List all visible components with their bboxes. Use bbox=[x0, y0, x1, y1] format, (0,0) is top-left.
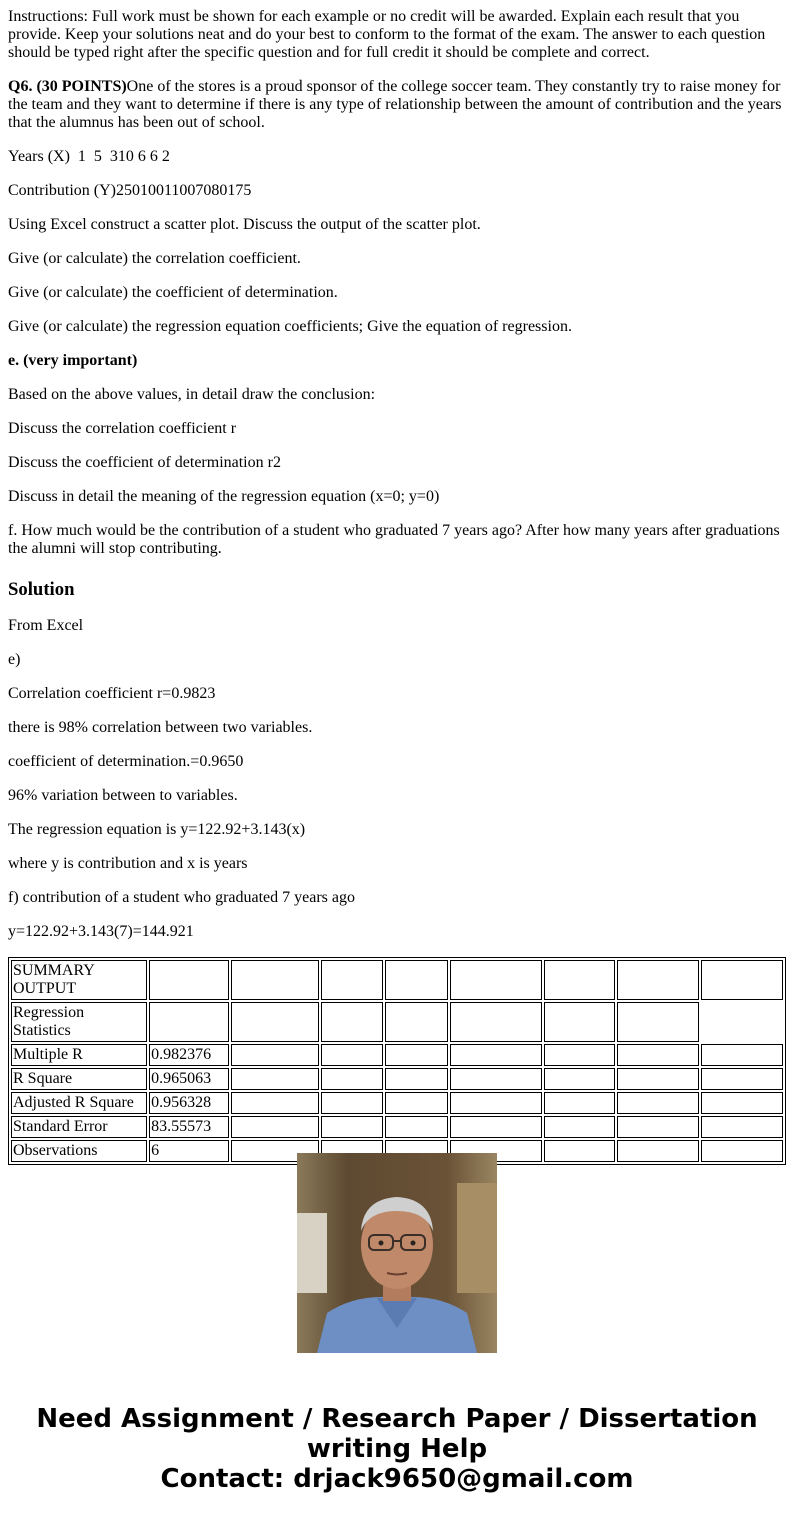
solution-line: f) contribution of a student who graduated 7 years ago bbox=[8, 889, 356, 906]
part-a-text: Using Excel construct a scatter plot. Discuss the output of the scatter plot. bbox=[8, 216, 481, 233]
instructions-text: Instructions: Full work must be shown for each example or no credit will be awarded. Explain each result that you provide. Keep your solutions neat and do your best to conform to the format of the exam. The answer to each question should be typed right after the specific question and for full credit it should be complete and correct. bbox=[8, 8, 766, 61]
part-e-label-bold: e. (very important) bbox=[8, 352, 138, 369]
empty-cell bbox=[617, 1092, 699, 1114]
solution-line: there is 98% correlation between two variables. bbox=[8, 719, 313, 736]
footer-line-1: Need Assignment / Research Paper / Dissertation bbox=[36, 1404, 758, 1434]
question-label: Q6. (30 POINTS) bbox=[8, 78, 127, 95]
part-f-text: f. How much would be the contribution of a student who graduated 7 years ago? After how many years after graduations the alumni will stop contributing. bbox=[8, 522, 780, 557]
empty-cell bbox=[231, 1044, 319, 1066]
tutor-photo-image bbox=[297, 1153, 497, 1353]
empty-cell bbox=[321, 1092, 383, 1114]
footer-line-2: writing Help bbox=[306, 1434, 488, 1464]
summary-output-table bbox=[8, 957, 786, 1165]
empty-cell bbox=[701, 1068, 783, 1090]
empty-cell bbox=[321, 960, 383, 1000]
stat-value-cell: 0.982376 bbox=[149, 1044, 229, 1066]
contact-footer bbox=[0, 1404, 794, 1494]
part-e-intro: Based on the above values, in detail draw the conclusion: bbox=[8, 386, 376, 403]
part-b-text: Give (or calculate) the correlation coefficient. bbox=[8, 250, 301, 267]
empty-cell bbox=[544, 1116, 615, 1138]
stat-label-cell: R Square bbox=[11, 1068, 147, 1090]
empty-cell bbox=[450, 1068, 542, 1090]
solution-line: where y is contribution and x is years bbox=[8, 855, 248, 872]
empty-cell bbox=[450, 960, 542, 1000]
empty-cell bbox=[385, 1002, 447, 1042]
empty-cell bbox=[544, 1068, 615, 1090]
part-e-item-2: Discuss the coefficient of determination r2 bbox=[8, 454, 281, 471]
table-row bbox=[11, 1068, 783, 1090]
stat-label-cell: Observations bbox=[11, 1140, 147, 1162]
stat-value-cell: 0.956328 bbox=[149, 1092, 229, 1114]
question-text: One of the stores is a proud sponsor of the college soccer team. They constantly try to raise money for the team and they want to determine if there is any type of relationship between the amount of contribution and the years that the alumnus has been out of school. bbox=[8, 78, 782, 131]
empty-cell bbox=[385, 960, 447, 1000]
section-header-cell: Regression Statistics bbox=[11, 1002, 147, 1042]
solution-line: y=122.92+3.143(7)=144.921 bbox=[8, 923, 194, 940]
stat-label-cell: Standard Error bbox=[11, 1116, 147, 1138]
empty-cell bbox=[450, 1002, 542, 1042]
empty-cell bbox=[149, 960, 229, 1000]
empty-cell bbox=[321, 1116, 383, 1138]
table-row bbox=[11, 1002, 783, 1042]
empty-cell bbox=[701, 1044, 783, 1066]
empty-cell bbox=[701, 1092, 783, 1114]
footer-contact-line: Contact: drjack9650@gmail.com bbox=[160, 1464, 634, 1494]
empty-cell bbox=[701, 1116, 783, 1138]
empty-cell bbox=[701, 960, 783, 1000]
stat-label-cell: Adjusted R Square bbox=[11, 1092, 147, 1114]
empty-cell bbox=[617, 1002, 699, 1042]
table-row bbox=[11, 1044, 783, 1066]
empty-cell bbox=[617, 1068, 699, 1090]
empty-cell bbox=[701, 1002, 783, 1042]
question-paragraph bbox=[8, 78, 786, 132]
solution-line: Correlation coefficient r=0.9823 bbox=[8, 685, 216, 702]
solution-line: 96% variation between to variables. bbox=[8, 787, 238, 804]
empty-cell bbox=[544, 1044, 615, 1066]
empty-cell bbox=[544, 1092, 615, 1114]
solution-line: e) bbox=[8, 651, 21, 668]
stat-value-cell: 83.55573 bbox=[149, 1116, 229, 1138]
empty-cell bbox=[385, 1044, 447, 1066]
empty-cell bbox=[544, 1140, 615, 1162]
empty-cell bbox=[231, 960, 319, 1000]
empty-cell bbox=[617, 960, 699, 1000]
contribution-data-line: Contribution (Y)25010011007080175 bbox=[8, 182, 252, 199]
empty-cell bbox=[231, 1116, 319, 1138]
table-row bbox=[11, 960, 783, 1000]
table-row bbox=[11, 1092, 783, 1114]
years-data-line: Years (X) 1 5 310 6 6 2 bbox=[8, 148, 170, 165]
solution-line: From Excel bbox=[8, 617, 84, 634]
empty-cell bbox=[231, 1068, 319, 1090]
solution-line: The regression equation is y=122.92+3.143(x) bbox=[8, 821, 306, 838]
empty-cell bbox=[385, 1116, 447, 1138]
empty-cell bbox=[321, 1002, 383, 1042]
empty-cell bbox=[450, 1092, 542, 1114]
empty-cell bbox=[231, 1002, 319, 1042]
document-content bbox=[8, 8, 786, 1159]
part-e-label bbox=[8, 352, 786, 370]
summary-title-cell: SUMMARY OUTPUT bbox=[11, 960, 147, 1000]
empty-cell bbox=[321, 1044, 383, 1066]
empty-cell bbox=[450, 1116, 542, 1138]
solution-line: coefficient of determination.=0.9650 bbox=[8, 753, 244, 770]
empty-cell bbox=[385, 1068, 447, 1090]
empty-cell bbox=[321, 1068, 383, 1090]
empty-cell bbox=[544, 1002, 615, 1042]
tutor-avatar bbox=[297, 1153, 497, 1353]
empty-cell bbox=[544, 960, 615, 1000]
stat-value-cell: 0.965063 bbox=[149, 1068, 229, 1090]
empty-cell bbox=[385, 1092, 447, 1114]
solution-heading: Solution bbox=[8, 579, 75, 600]
empty-cell bbox=[701, 1140, 783, 1162]
table-row bbox=[11, 1116, 783, 1138]
part-e-item-3: Discuss in detail the meaning of the regression equation (x=0; y=0) bbox=[8, 488, 440, 505]
empty-cell bbox=[149, 1002, 229, 1042]
part-c-text: Give (or calculate) the coefficient of determination. bbox=[8, 284, 338, 301]
part-e-item-1: Discuss the correlation coefficient r bbox=[8, 420, 237, 437]
empty-cell bbox=[231, 1092, 319, 1114]
empty-cell bbox=[617, 1140, 699, 1162]
empty-cell bbox=[617, 1044, 699, 1066]
part-d-text: Give (or calculate) the regression equation coefficients; Give the equation of regression. bbox=[8, 318, 572, 335]
empty-cell bbox=[450, 1044, 542, 1066]
stat-label-cell: Multiple R bbox=[11, 1044, 147, 1066]
stat-value-cell: 6 bbox=[149, 1140, 229, 1162]
empty-cell bbox=[617, 1116, 699, 1138]
